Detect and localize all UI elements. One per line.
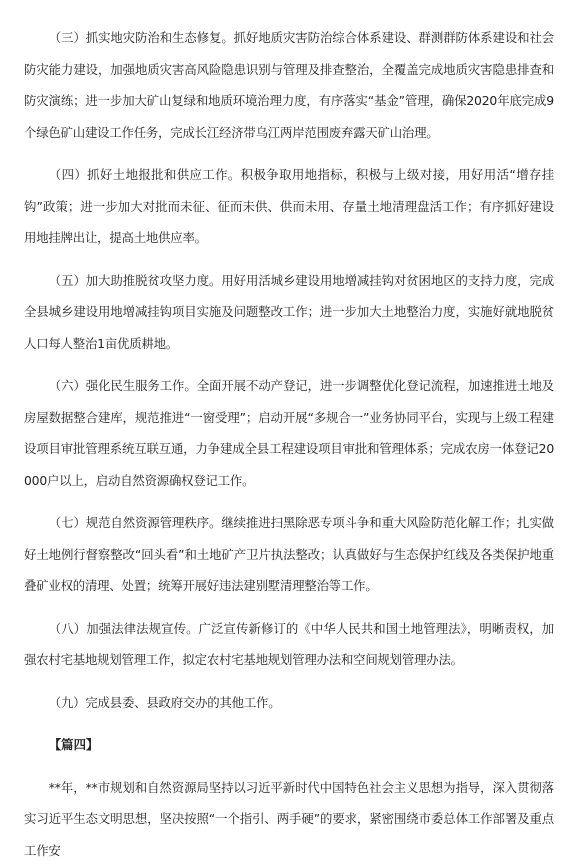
paragraph-8: （八）加强法律法规宣传。广泛宣传新修订的《中华人民共和国土地管理法》，明晰责权，加强农村宅基地规划管理工作，拟定农村宅基地规划管理办法和空间规划管理办法。 bbox=[24, 613, 554, 676]
paragraph-5: （五）加大助推脱贫攻坚力度。用好用活城乡建设用地增减挂钩对贫困地区的支持力度，完成全县城乡建设用地增减挂钩项目实施及问题整改工作；进一步加大土地整治力度，实施好就地脱贫人口每人整治1亩优质耕地。 bbox=[24, 265, 554, 360]
paragraph-6: （六）强化民生服务工作。全面开展不动产登记，进一步调整优化登记流程，加速推进土地及房屋数据整合建库，规范推进“一窗受理”；启动开展“多规合一”业务协同平台，实现与上级工程建设项目审批管理系统互联互通，力争建成全县工程建设项目审批和管理体系；完成农房一体登记20000户以上，启动自然资源确权登记工作。 bbox=[24, 370, 554, 496]
last-paragraph: **年，**市规划和自然资源局坚持以习近平新时代中国特色社会主义思想为指导，深入贯彻落实习近平生态文明思想，坚决按照“一个指引、两手硬”的要求，紧密围绕市委总体工作部署及重点工作安 bbox=[24, 772, 554, 866]
paragraph-3: （三）抓实地灾防治和生态修复。抓好地质灾害防治综合体系建设、群测群防体系建设和社会防灾能力建设，加强地质灾害高风险隐患识别与管理及排查整治，全覆盖完成地质灾害隐患排查和防灾演练；进一步加大矿山复绿和地质环境治理力度，有序落实“基金”管理，确保2020年底完成9个绿色矿山建设工作任务，完成长江经济带乌江两岸范围废弃露天矿山治理。 bbox=[24, 22, 554, 148]
paragraph-4: （四）抓好土地报批和供应工作。积极争取用地指标，积极与上级对接，用好用活“增存挂钩”政策；进一步加大对批而未征、征而未供、供而未用、存量土地清理盘活工作；有序抓好建设用地挂牌出让，提高土地供应率。 bbox=[24, 159, 554, 254]
paragraph-7: （七）规范自然资源管理秩序。继续推进扫黑除恶专项斗争和重大风险防范化解工作；扎实做好土地例行督察整改“回头看”和土地矿产卫片执法整改；认真做好与生态保护红线及各类保护地重叠矿业权的清理、处置；统筹开展好违法建别墅清理整治等工作。 bbox=[24, 507, 554, 602]
section-heading: 【篇四】 bbox=[24, 729, 554, 761]
paragraph-9: （九）完成县委、县政府交办的其他工作。 bbox=[24, 687, 554, 719]
